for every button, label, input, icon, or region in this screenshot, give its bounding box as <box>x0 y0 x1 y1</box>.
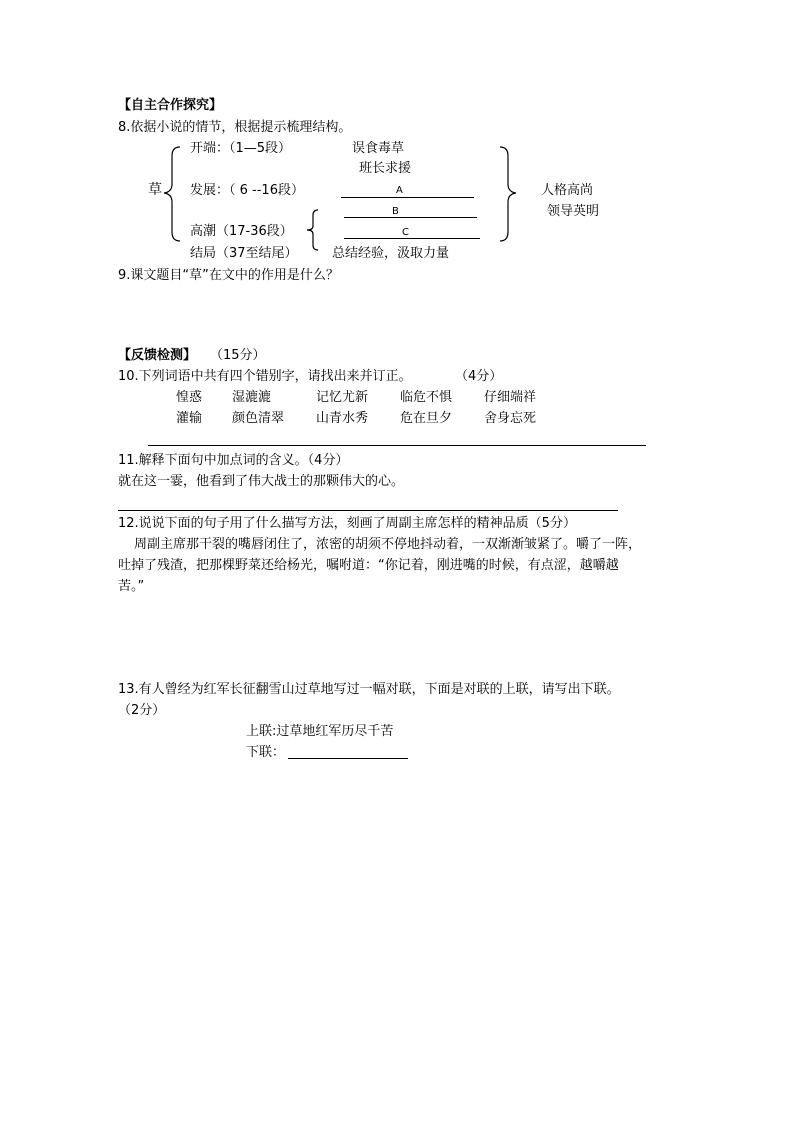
blank-a-label: A <box>396 185 403 196</box>
stage-kaiduan: 开端：（1—5段） <box>190 141 292 156</box>
word-item: 临危不惧 <box>400 390 453 405</box>
blank-a-line <box>341 197 474 198</box>
word-item: 舍身忘死 <box>484 411 537 426</box>
word-item: 湿漉漉 <box>232 390 272 405</box>
blank-c-line <box>344 238 480 239</box>
question-13-score: （2分） <box>118 703 166 718</box>
section-header-cooperative: 【自主合作探究】 <box>118 98 223 113</box>
right-brace-icon <box>496 146 520 242</box>
word-item: 仔细端祥 <box>484 390 537 405</box>
word-item: 颜色清翠 <box>232 411 285 426</box>
answer-line-q10 <box>148 445 646 446</box>
answer-line-q11 <box>118 510 618 511</box>
word-item: 危在旦夕 <box>400 411 453 426</box>
summary-text: 总结经验，汲取力量 <box>332 246 450 261</box>
diagram-root-cao: 草 <box>148 182 162 198</box>
couplet-lower-label: 下联： <box>246 745 286 760</box>
event-banzhang-qiuyuan: 班长求援 <box>359 161 412 176</box>
question-11-sentence: 就在这一霎，他看到了伟大战士的那颗伟大的心。 <box>118 474 405 489</box>
word-item: 灌输 <box>176 411 203 426</box>
question-12-passage-line1: 周副主席那干裂的嘴唇闭住了，浓密的胡须不停地抖动着，一双渐渐皱紧了。嚼了一阵， <box>134 537 642 552</box>
couplet-upper: 上联:过草地红军历尽千苦 <box>246 724 394 739</box>
question-12-passage-line3: 苦。” <box>118 579 145 594</box>
question-13: 13.有人曾经为红军长征翻雪山过草地写过一幅对联，下面是对联的上联，请写出下联。 <box>118 682 620 697</box>
question-10: 10.下列词语中共有四个错别字，请找出来并订正。 <box>118 369 412 384</box>
question-12: 12.说说下面的句子用了什么描写方法，刻画了周副主席怎样的精神品质（5分） <box>118 516 576 531</box>
word-item: 山青水秀 <box>316 411 369 426</box>
inner-left-brace-icon <box>304 209 320 251</box>
event-wushi-ducao: 误食毒草 <box>352 141 405 156</box>
blank-b-label: B <box>392 206 399 217</box>
question-9: 9.课文题目“草”在文中的作用是什么？ <box>118 268 339 283</box>
section-feedback-score: （15分） <box>210 348 266 363</box>
conclusion-lingdao: 领导英明 <box>547 204 600 219</box>
word-item: 惶惑 <box>176 390 203 405</box>
stage-fazhan: 发展：（ 6 --16段） <box>190 183 304 198</box>
question-11: 11.解释下面句中加点词的含义。（4分） <box>118 453 349 468</box>
blank-b-line <box>344 217 477 218</box>
stage-gaochao: 高潮（17-36段） <box>190 224 293 239</box>
section-header-feedback: 【反馈检测】 <box>118 348 197 363</box>
question-12-passage-line2: 吐掉了残渣，把那棵野菜还给杨光，嘱咐道：“你记着，刚进嘴的时候，有点涩，越嚼越 <box>118 558 619 573</box>
left-brace-icon <box>160 146 184 242</box>
word-item: 记忆尤新 <box>316 390 369 405</box>
stage-jieju: 结局（37至结尾） <box>190 246 298 261</box>
couplet-lower-blank <box>288 758 408 759</box>
blank-c-label: C <box>402 227 409 238</box>
conclusion-renge: 人格高尚 <box>541 183 594 198</box>
question-10-score: （4分） <box>455 369 503 384</box>
question-8: 8.依据小说的情节，根据提示梳理结构。 <box>118 120 352 135</box>
